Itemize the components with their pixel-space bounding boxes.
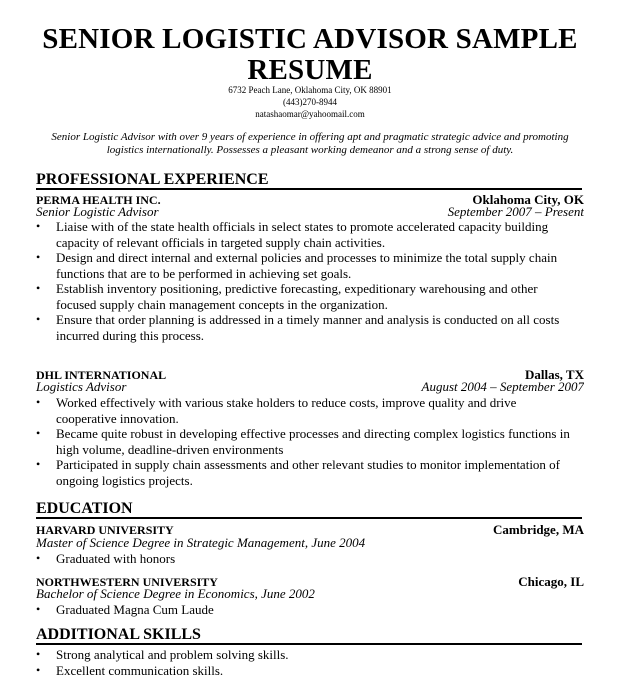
school-1-name: HARVARD UNIVERSITY [36, 523, 174, 537]
contact-address: 6732 Peach Lane, Oklahoma City, OK 88901 [228, 85, 392, 95]
job-2-location: Dallas, TX [525, 368, 584, 382]
experience-divider [36, 188, 582, 190]
job-1-dates: September 2007 – Present [447, 205, 584, 219]
contact-phone: (443)270-8944 [283, 97, 337, 107]
education-divider [36, 517, 582, 519]
school-1-degree: Master of Science Degree in Strategic Management, June 2004 [36, 535, 366, 550]
list-item: • Excellent communication skills. [36, 662, 224, 678]
job-1-title: Senior Logistic Advisor [36, 204, 159, 219]
job-2-title: Logistics Advisor [36, 379, 127, 394]
education-heading: EDUCATION [36, 500, 133, 517]
list-item: • Graduated with honors [36, 551, 176, 566]
job-1-company: PERMA HEALTH INC. [36, 193, 161, 207]
list-item: • Participated in supply chain assessments and other relevant studies to monitor implementation of ongoing logistics projects. [36, 457, 561, 488]
job-2-company: DHL INTERNATIONAL [36, 368, 167, 382]
list-item: • Ensure that order planning is addressed in a timely manner and analysis is conducted on all costs incurred during this process. [36, 312, 560, 343]
skills-divider [36, 643, 582, 645]
school-2-bullets [36, 602, 584, 618]
school-2-name: NORTHWESTERN UNIVERSITY [36, 575, 218, 589]
job-1-bullets [36, 219, 584, 343]
school-1-bullets [36, 551, 584, 567]
list-item: • Graduated Magna Cum Laude [36, 602, 214, 617]
skills-heading: ADDITIONAL SKILLS [36, 626, 201, 643]
contact-email: natashaomar@yahoomail.com [255, 109, 365, 119]
experience-heading: PROFESSIONAL EXPERIENCE [36, 171, 269, 188]
list-item: • Design and direct internal and external policies and processes to minimize the total supply chain functions that are to be performed in achieving set goals. [36, 250, 558, 281]
job-2-bullets [36, 395, 584, 488]
list-item: • Worked effectively with various stake holders to reduce costs, improve quality and drive cooperative innovation. [36, 395, 517, 426]
school-2-degree: Bachelor of Science Degree in Economics, June 2002 [36, 586, 315, 601]
list-item: • Strong analytical and problem solving skills. [36, 647, 289, 662]
resume-title-line-2: RESUME [247, 54, 373, 86]
school-2-location: Chicago, IL [518, 575, 584, 589]
job-1-location: Oklahoma City, OK [472, 193, 584, 207]
job-2-dates: August 2004 – September 2007 [421, 380, 584, 394]
list-item: • Liaise with of the state health officials in select states to promote accelerated capacity building capacity of relevant officials in targeted supply chain activities. [36, 219, 549, 250]
summary-line-1: Senior Logistic Advisor with over 9 years of experience in offering apt and pragmatic strategic advice and promoting [51, 131, 569, 143]
list-item: • Establish inventory positioning, predictive forecasting, expeditionary warehousing and other focused supply chain management concepts in the organization. [36, 281, 538, 312]
skills-bullets [36, 647, 584, 678]
list-item: • Became quite robust in developing effective processes and directing complex logistics functions in high volume, deadline-driven environments [36, 426, 570, 457]
school-1-location: Cambridge, MA [493, 523, 584, 537]
summary-line-2: logistics internationally. Possesses a pleasant working demeanor and a strong sense of duty. [106, 144, 514, 156]
resume-title-line-1: SENIOR LOGISTIC ADVISOR SAMPLE [42, 23, 578, 55]
